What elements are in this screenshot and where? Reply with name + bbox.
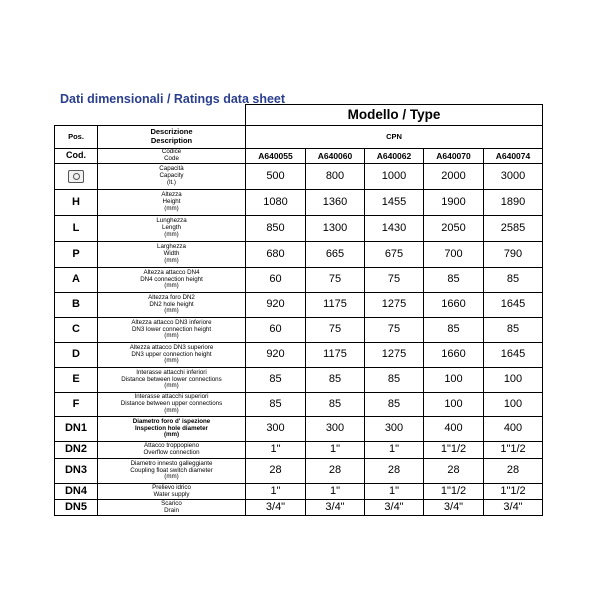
value-cell: 85	[424, 268, 484, 293]
value-cell: 85	[365, 368, 424, 393]
description-line: DN3 upper connection height	[131, 350, 212, 358]
description-line: Altezza attacco DN3 inferiore	[131, 318, 212, 326]
table-row	[55, 293, 543, 318]
description-cell	[98, 442, 246, 459]
value-cell: 28	[424, 459, 484, 484]
description-line: Altezza attacco DN3 superiore	[129, 343, 214, 351]
value-cell: 60	[246, 268, 306, 293]
value-cell: 1175	[306, 343, 365, 368]
table-row	[55, 242, 543, 268]
description-cell	[98, 293, 246, 318]
value-cell: 28	[484, 459, 543, 484]
description-line: Drain	[164, 506, 179, 514]
table-row	[55, 500, 543, 516]
value-cell: 1"1/2	[484, 484, 543, 500]
description-line: DN2 hole height	[149, 300, 194, 308]
pos-cell: DN3	[55, 459, 98, 484]
value-cell: 1175	[306, 293, 365, 318]
value-cell: 1"	[306, 442, 365, 459]
description-cell	[98, 368, 246, 393]
description-line: Attacco troppopieno	[143, 442, 200, 450]
description-line: (mm)	[164, 230, 179, 238]
description-cell	[98, 500, 246, 516]
cod-desc	[98, 149, 246, 164]
description-cell	[98, 343, 246, 368]
value-cell: 680	[246, 242, 306, 268]
value-cell: 3/4"	[306, 500, 365, 516]
capacity-icon	[68, 170, 84, 183]
pos-cell: H	[55, 190, 98, 216]
value-cell: 1645	[484, 293, 543, 318]
value-cell: 1"1/2	[424, 442, 484, 459]
description-line: (mm)	[164, 307, 179, 315]
description-line: Altezza foro DN2	[148, 293, 195, 301]
value-cell: 2050	[424, 216, 484, 242]
description-line: (mm)	[164, 332, 179, 340]
value-cell: 85	[484, 318, 543, 343]
value-cell: 920	[246, 293, 306, 318]
value-cell: 1"	[365, 442, 424, 459]
value-cell: 1"	[365, 484, 424, 500]
value-cell: 500	[246, 164, 306, 190]
value-cell: 1"	[306, 484, 365, 500]
table-row	[55, 459, 543, 484]
description-line: Inspection hole diameter	[135, 424, 208, 432]
pos-cell: DN2	[55, 442, 98, 459]
description-line: (mm)	[164, 256, 179, 264]
ratings-table	[54, 104, 543, 516]
description-cell	[98, 318, 246, 343]
value-cell: 3/4"	[424, 500, 484, 516]
header-row-desc	[55, 126, 543, 149]
pos-cell: DN5	[55, 500, 98, 516]
description-cell	[98, 216, 246, 242]
page-title: Dati dimensionali / Ratings data sheet	[60, 92, 286, 106]
modello-header: Modello / Type	[246, 105, 543, 126]
value-cell: 1430	[365, 216, 424, 242]
value-cell: 1"1/2	[424, 484, 484, 500]
value-cell: 1660	[424, 293, 484, 318]
value-cell: 1080	[246, 190, 306, 216]
description-line: Capacity	[159, 172, 184, 180]
table-row	[55, 164, 543, 190]
value-cell: 1000	[365, 164, 424, 190]
description-line: DN4 connection height	[140, 275, 203, 283]
table-row	[55, 417, 543, 442]
description-line: Capacità	[159, 165, 184, 173]
value-cell: 700	[424, 242, 484, 268]
description-line: Scarico	[161, 499, 182, 507]
cod-desc-it: Codice	[161, 148, 182, 156]
value-cell: 1"	[246, 442, 306, 459]
ratings-table-wrapper	[54, 104, 543, 516]
pos-cell: DN4	[55, 484, 98, 500]
cod-label: Cod.	[55, 149, 98, 164]
description-cell	[98, 164, 246, 190]
value-cell: 100	[484, 393, 543, 417]
table-row	[55, 216, 543, 242]
value-cell: 100	[424, 393, 484, 417]
model-code: A640070	[424, 149, 484, 164]
description-line: Altezza	[161, 191, 182, 199]
value-cell: 75	[306, 318, 365, 343]
header-row-modello	[55, 105, 543, 126]
pos-cell: F	[55, 393, 98, 417]
description-cell	[98, 190, 246, 216]
pos-cell: L	[55, 216, 98, 242]
value-cell: 3/4"	[484, 500, 543, 516]
description-line: (mm)	[164, 282, 179, 290]
value-cell: 800	[306, 164, 365, 190]
description-cell	[98, 459, 246, 484]
value-cell: 85	[306, 368, 365, 393]
value-cell: 300	[306, 417, 365, 442]
description-line: Interasse attacchi inferiori	[136, 368, 207, 376]
value-cell: 85	[306, 393, 365, 417]
value-cell: 850	[246, 216, 306, 242]
value-cell: 300	[246, 417, 306, 442]
value-cell: 1360	[306, 190, 365, 216]
description-line: Larghezza	[157, 243, 186, 251]
value-cell: 300	[365, 417, 424, 442]
value-cell: 100	[424, 368, 484, 393]
value-cell: 400	[484, 417, 543, 442]
description-line: Overflow connection	[143, 449, 200, 456]
description-cell	[98, 417, 246, 442]
description-line: Distance between upper connections	[120, 400, 223, 408]
desc-header	[98, 126, 246, 149]
value-cell: 100	[484, 368, 543, 393]
description-cell	[98, 268, 246, 293]
pos-cell: C	[55, 318, 98, 343]
value-cell: 75	[365, 318, 424, 343]
description-line: (mm)	[164, 357, 179, 365]
description-line: Distance between lower connections	[121, 375, 222, 383]
pos-cell: E	[55, 368, 98, 393]
value-cell: 675	[365, 242, 424, 268]
cod-desc-en: Code	[164, 155, 179, 162]
description-cell	[98, 484, 246, 500]
description-line: Height	[162, 198, 181, 206]
desc-header-en: Description	[150, 136, 193, 145]
pos-cell: DN1	[55, 417, 98, 442]
pos-cell	[55, 164, 98, 190]
table-row	[55, 393, 543, 417]
value-cell: 28	[306, 459, 365, 484]
value-cell: 85	[246, 393, 306, 417]
value-cell: 2000	[424, 164, 484, 190]
value-cell: 1300	[306, 216, 365, 242]
value-cell: 1"	[246, 484, 306, 500]
description-cell	[98, 242, 246, 268]
table-row	[55, 190, 543, 216]
header-row-code	[55, 149, 543, 164]
description-line: (mm)	[164, 473, 179, 481]
description-line: Diametro innesto galleggiante	[130, 459, 213, 467]
value-cell: 28	[246, 459, 306, 484]
description-line: DN3 lower connection height	[131, 325, 212, 333]
value-cell: 75	[365, 268, 424, 293]
value-cell: 85	[365, 393, 424, 417]
header-blank	[55, 105, 246, 126]
model-code: A640062	[365, 149, 424, 164]
cpn-header: CPN	[246, 126, 543, 149]
value-cell: 1645	[484, 343, 543, 368]
pos-header: Pos.	[55, 126, 98, 149]
table-row	[55, 484, 543, 500]
value-cell: 85	[484, 268, 543, 293]
table-row	[55, 268, 543, 293]
model-code: A640055	[246, 149, 306, 164]
value-cell: 1"1/2	[484, 442, 543, 459]
description-cell	[98, 393, 246, 417]
value-cell: 28	[365, 459, 424, 484]
value-cell: 3/4"	[246, 500, 306, 516]
value-cell: 85	[246, 368, 306, 393]
pos-cell: D	[55, 343, 98, 368]
value-cell: 1900	[424, 190, 484, 216]
description-line: Prelievo idrico	[152, 483, 191, 491]
description-line: Lunghezza	[156, 217, 187, 225]
description-line: Width	[163, 250, 180, 258]
model-code: A640074	[484, 149, 543, 164]
value-cell: 1890	[484, 190, 543, 216]
value-cell: 85	[424, 318, 484, 343]
description-line: Length	[162, 224, 181, 232]
value-cell: 3/4"	[365, 500, 424, 516]
pos-cell: A	[55, 268, 98, 293]
description-line: (mm)	[163, 431, 180, 439]
description-line: (mm)	[164, 406, 179, 414]
value-cell: 2585	[484, 216, 543, 242]
pos-cell: P	[55, 242, 98, 268]
description-line: Water supply	[153, 490, 190, 498]
table-row	[55, 343, 543, 368]
value-cell: 75	[306, 268, 365, 293]
value-cell: 665	[306, 242, 365, 268]
description-line: (mm)	[164, 204, 179, 212]
value-cell: 400	[424, 417, 484, 442]
value-cell: 1660	[424, 343, 484, 368]
value-cell: 3000	[484, 164, 543, 190]
description-line: Diametro foro d' ispezione	[132, 417, 211, 425]
table-row	[55, 442, 543, 459]
value-cell: 920	[246, 343, 306, 368]
description-line: Altezza attacco DN4	[143, 268, 200, 276]
description-line: Interasse attacchi superiori	[134, 393, 209, 401]
table-row	[55, 318, 543, 343]
desc-header-it: Descrizione	[150, 127, 193, 137]
description-line: Coupling float switch diameter	[130, 466, 213, 474]
pos-cell: B	[55, 293, 98, 318]
value-cell: 1455	[365, 190, 424, 216]
model-code: A640060	[306, 149, 365, 164]
value-cell: 790	[484, 242, 543, 268]
value-cell: 1275	[365, 343, 424, 368]
table-row	[55, 368, 543, 393]
description-line: (mm)	[164, 382, 179, 390]
description-line: (lt.)	[167, 178, 176, 186]
value-cell: 60	[246, 318, 306, 343]
value-cell: 1275	[365, 293, 424, 318]
